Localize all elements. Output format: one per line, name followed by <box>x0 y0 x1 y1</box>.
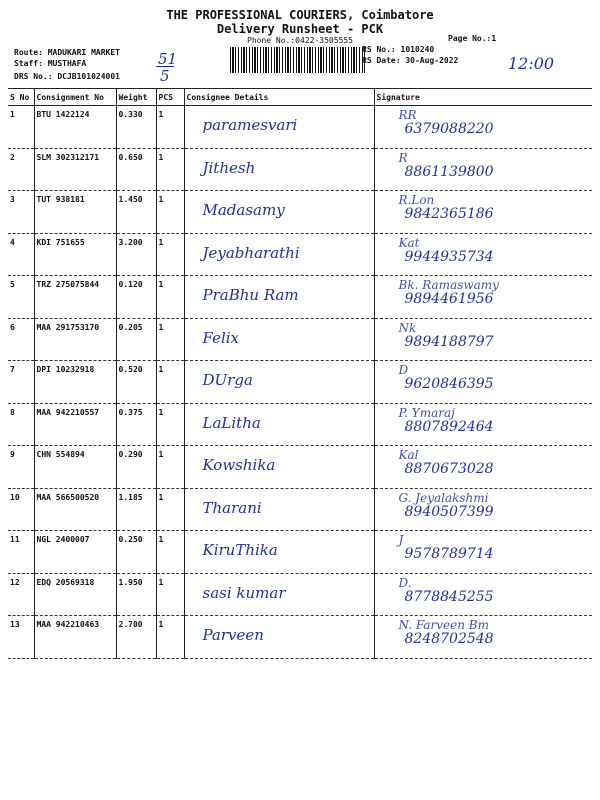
signature-handwritten: Nk <box>398 320 417 335</box>
row-signature-cell <box>374 106 592 149</box>
col-signature: Signature <box>374 89 592 106</box>
signature-handwritten: Kat <box>398 235 420 250</box>
row-consignee-cell <box>184 361 374 404</box>
col-pcs: PCS <box>156 89 184 106</box>
row-sno: 2 <box>8 148 34 191</box>
consignee-name-handwritten: sasi kumar <box>202 583 286 602</box>
consignee-name-handwritten: Felix <box>202 328 240 347</box>
row-consignment: NGL 2400007 <box>34 531 116 574</box>
row-sno: 13 <box>8 616 34 659</box>
row-weight: 0.520 <box>116 361 156 404</box>
signature-handwritten: Bk. Ramaswamy <box>398 278 499 292</box>
row-consignment: MAA 291753170 <box>34 318 116 361</box>
row-pcs: 1 <box>156 573 184 616</box>
row-weight: 0.650 <box>116 148 156 191</box>
row-signature-cell <box>374 148 592 191</box>
row-signature-cell <box>374 318 592 361</box>
row-weight: 0.330 <box>116 106 156 149</box>
row-pcs: 1 <box>156 106 184 149</box>
row-signature-cell <box>374 403 592 446</box>
row-pcs: 1 <box>156 531 184 574</box>
row-sno: 4 <box>8 233 34 276</box>
row-consignment: CHN 554894 <box>34 446 116 489</box>
row-sno: 1 <box>8 106 34 149</box>
runsheet-table <box>8 88 592 659</box>
rs-date: RS Date: 30-Aug-2022 <box>362 56 459 65</box>
receiver-phone-handwritten: 8940507399 <box>404 503 494 520</box>
consignee-name-handwritten: Jeyabharathi <box>202 243 300 262</box>
row-signature-cell <box>374 446 592 489</box>
consignee-name-handwritten: paramesvari <box>202 116 298 134</box>
row-pcs: 1 <box>156 616 184 659</box>
row-weight: 0.250 <box>116 531 156 574</box>
row-consignee-cell <box>184 446 374 489</box>
table-header-row <box>8 89 592 106</box>
receiver-phone-handwritten: 9842365186 <box>404 206 494 222</box>
row-signature-cell <box>374 361 592 404</box>
receiver-phone-handwritten: 8807892464 <box>404 418 494 435</box>
consignee-name-handwritten: Madasamy <box>202 201 285 219</box>
consignee-name-handwritten: Parveen <box>202 626 264 644</box>
table-row <box>8 276 592 319</box>
runsheet-table-container <box>8 88 592 659</box>
receiver-phone-handwritten: 8861139800 <box>404 163 494 180</box>
table-row <box>8 233 592 276</box>
consignee-name-handwritten: PraBhu Ram <box>202 286 299 304</box>
receiver-phone-handwritten: 9894188797 <box>404 333 494 350</box>
handwritten-count-top: 51 <box>158 50 178 68</box>
row-sno: 5 <box>8 276 34 319</box>
row-signature-cell <box>374 488 592 531</box>
signature-handwritten: R.Lon <box>398 193 435 207</box>
signature-handwritten: D. <box>398 575 412 590</box>
drs-number: DRS No.: DCJB101024001 <box>14 72 120 81</box>
table-row <box>8 106 592 149</box>
receiver-phone-handwritten: 8870673028 <box>404 461 494 477</box>
row-pcs: 1 <box>156 403 184 446</box>
table-row <box>8 148 592 191</box>
consignee-name-handwritten: LaLitha <box>202 413 261 432</box>
table-row <box>8 531 592 574</box>
receiver-phone-handwritten: 9944935734 <box>404 248 494 265</box>
row-weight: 0.375 <box>116 403 156 446</box>
row-consignee-cell <box>184 616 374 659</box>
signature-handwritten: N. Farveen Bm <box>398 618 489 632</box>
row-consignment: TUT 938181 <box>34 191 116 234</box>
table-row <box>8 191 592 234</box>
col-weight: Weight <box>116 89 156 106</box>
signature-handwritten: G. Jeyalakshmi <box>398 490 489 505</box>
handwritten-time: 12:00 <box>508 54 555 73</box>
row-consignment: KDI 751655 <box>34 233 116 276</box>
row-pcs: 1 <box>156 233 184 276</box>
row-sno: 3 <box>8 191 34 234</box>
table-row <box>8 403 592 446</box>
row-weight: 1.185 <box>116 488 156 531</box>
staff-label: Staff: MUSTHAFA <box>14 59 87 68</box>
col-consignment: Consignment No <box>34 89 116 106</box>
handwritten-count-bottom: 5 <box>160 67 170 85</box>
row-signature-cell <box>374 616 592 659</box>
row-consignment: EDQ 20569318 <box>34 573 116 616</box>
row-weight: 2.700 <box>116 616 156 659</box>
table-row <box>8 446 592 489</box>
row-sno: 10 <box>8 488 34 531</box>
signature-handwritten: R <box>398 150 408 165</box>
row-weight: 1.450 <box>116 191 156 234</box>
row-consignee-cell <box>184 488 374 531</box>
table-row <box>8 318 592 361</box>
row-sno: 7 <box>8 361 34 404</box>
signature-handwritten: RR <box>398 108 417 122</box>
runsheet-title: Delivery Runsheet - PCK <box>216 22 384 36</box>
receiver-phone-handwritten: 8778845255 <box>404 588 494 605</box>
row-pcs: 1 <box>156 361 184 404</box>
row-signature-cell <box>374 233 592 276</box>
col-details: Consignee Details <box>184 89 374 106</box>
row-consignment: SLM 302312171 <box>34 148 116 191</box>
row-signature-cell <box>374 531 592 574</box>
receiver-phone-handwritten: 6379088220 <box>404 121 494 137</box>
row-consignee-cell <box>184 276 374 319</box>
row-signature-cell <box>374 191 592 234</box>
row-consignee-cell <box>184 531 374 574</box>
row-consignment: MAA 942210557 <box>34 403 116 446</box>
row-pcs: 1 <box>156 318 184 361</box>
consignee-name-handwritten: Kowshika <box>202 456 276 474</box>
receiver-phone-handwritten: 9578789714 <box>404 546 494 562</box>
row-pcs: 1 <box>156 191 184 234</box>
row-weight: 3.200 <box>116 233 156 276</box>
row-pcs: 1 <box>156 148 184 191</box>
row-sno: 8 <box>8 403 34 446</box>
consignee-name-handwritten: Jithesh <box>202 158 256 177</box>
consignee-name-handwritten: KiruThika <box>202 541 278 559</box>
receiver-phone-handwritten: 9894461956 <box>404 291 494 307</box>
row-consignee-cell <box>184 106 374 149</box>
company-title: THE PROFESSIONAL COURIERS, Coimbatore <box>166 8 434 22</box>
row-signature-cell <box>374 573 592 616</box>
route-label: Route: MADUKARI MARKET <box>14 48 120 57</box>
table-row <box>8 573 592 616</box>
row-pcs: 1 <box>156 446 184 489</box>
signature-handwritten: J <box>398 533 404 547</box>
consignee-name-handwritten: Tharani <box>202 498 262 517</box>
row-consignee-cell <box>184 573 374 616</box>
row-consignment: MAA 566500520 <box>34 488 116 531</box>
row-pcs: 1 <box>156 276 184 319</box>
signature-handwritten: P. Ymaraj <box>398 405 455 420</box>
row-weight: 0.120 <box>116 276 156 319</box>
row-consignment: DPI 10232918 <box>34 361 116 404</box>
row-consignee-cell <box>184 148 374 191</box>
table-row <box>8 616 592 659</box>
row-pcs: 1 <box>156 488 184 531</box>
row-consignee-cell <box>184 318 374 361</box>
row-consignee-cell <box>184 233 374 276</box>
rs-number: RS No.: 1010240 <box>362 45 435 54</box>
row-weight: 0.290 <box>116 446 156 489</box>
page-number: Page No.:1 <box>448 34 497 43</box>
table-row <box>8 361 592 404</box>
signature-handwritten: Kal <box>398 448 419 462</box>
signature-handwritten: D <box>398 363 409 377</box>
row-consignee-cell <box>184 191 374 234</box>
row-weight: 0.205 <box>116 318 156 361</box>
row-signature-cell <box>374 276 592 319</box>
row-sno: 9 <box>8 446 34 489</box>
row-sno: 6 <box>8 318 34 361</box>
col-sno: S No <box>8 89 34 106</box>
row-consignment: BTU 1422124 <box>34 106 116 149</box>
row-consignment: TRZ 275075844 <box>34 276 116 319</box>
row-sno: 12 <box>8 573 34 616</box>
row-sno: 11 <box>8 531 34 574</box>
row-weight: 1.950 <box>116 573 156 616</box>
receiver-phone-handwritten: 9620846395 <box>404 376 494 392</box>
phone-number: Phone No.:0422-3505555 <box>247 36 353 45</box>
barcode-image <box>230 47 365 73</box>
receiver-phone-handwritten: 8248702548 <box>404 631 494 647</box>
row-consignee-cell <box>184 403 374 446</box>
table-row <box>8 488 592 531</box>
consignee-name-handwritten: DUrga <box>202 371 253 389</box>
row-consignment: MAA 942210463 <box>34 616 116 659</box>
